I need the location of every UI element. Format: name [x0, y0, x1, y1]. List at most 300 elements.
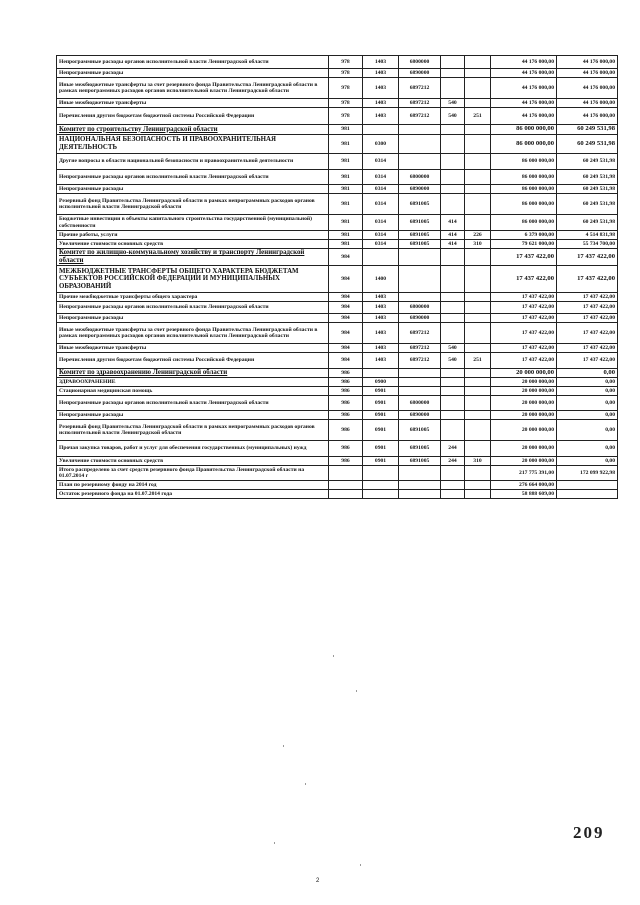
cell-expense-type	[441, 266, 465, 293]
cell-name: Остаток резервного фонда на 01.07.2014 года	[57, 490, 329, 499]
cell-planned-amount: 17 437 422,00	[491, 293, 557, 302]
cell-section-code: 0314	[363, 185, 399, 194]
scan-speck	[333, 655, 334, 657]
cell-target-article: 6891005	[399, 215, 441, 231]
cell-actual-amount: 0,00	[557, 457, 618, 466]
cell-name: Перечисления другим бюджетам бюджетной системы Российской Федерации	[57, 108, 329, 125]
cell-section-code	[363, 369, 399, 378]
cell-planned-amount: 6 379 000,00	[491, 231, 557, 240]
cell-admin-code: 984	[329, 323, 363, 344]
cell-section-code: 1400	[363, 266, 399, 293]
cell-name: Резервный фонд Правительства Ленинградской области в рамках непрограммных расходов органов исполнительной власти Ленинградской области	[57, 420, 329, 441]
cell-expense-type: 244	[441, 457, 465, 466]
cell-admin-code: 978	[329, 78, 363, 99]
cell-expense-type: 540	[441, 344, 465, 353]
cell-kosgu	[465, 56, 491, 69]
cell-name: Комитет по строительству Ленинградской области	[57, 125, 329, 135]
cell-name: Перечисления другим бюджетам бюджетной системы Российской Федерации	[57, 353, 329, 369]
cell-planned-amount: 17 437 422,00	[491, 266, 557, 293]
cell-actual-amount: 0,00	[557, 378, 618, 387]
cell-section-code	[363, 490, 399, 499]
cell-target-article	[399, 490, 441, 499]
cell-expense-type: 414	[441, 215, 465, 231]
table-row	[57, 314, 618, 323]
cell-kosgu	[465, 466, 491, 481]
cell-target-article: 6897212	[399, 344, 441, 353]
reserve-fund-table	[56, 55, 618, 499]
cell-expense-type: 540	[441, 353, 465, 369]
cell-kosgu	[465, 387, 491, 396]
cell-target-article: 6890000	[399, 314, 441, 323]
table-row	[57, 420, 618, 441]
cell-actual-amount: 0,00	[557, 411, 618, 420]
cell-kosgu	[465, 323, 491, 344]
cell-expense-type	[441, 387, 465, 396]
cell-planned-amount: 17 437 422,00	[491, 249, 557, 266]
cell-target-article	[399, 125, 441, 135]
cell-planned-amount: 86 000 000,00	[491, 170, 557, 185]
cell-admin-code: 978	[329, 69, 363, 78]
cell-kosgu: 251	[465, 353, 491, 369]
cell-actual-amount: 4 514 831,98	[557, 231, 618, 240]
scan-speck	[283, 745, 284, 747]
cell-expense-type	[441, 411, 465, 420]
cell-kosgu	[465, 194, 491, 215]
cell-kosgu	[465, 125, 491, 135]
cell-name: Прочие работы, услуги	[57, 231, 329, 240]
cell-admin-code: 981	[329, 154, 363, 170]
cell-name: Резервный фонд Правительства Ленинградской области в рамках непрограммных расходов органов исполнительной власти Ленинградской области	[57, 194, 329, 215]
cell-target-article: 6891005	[399, 231, 441, 240]
cell-name: Прочие межбюджетные трансферты общего характера	[57, 293, 329, 302]
scan-speck	[356, 690, 357, 692]
cell-kosgu	[465, 78, 491, 99]
cell-target-article: 6800000	[399, 302, 441, 314]
cell-planned-amount: 20 000 000,00	[491, 420, 557, 441]
cell-actual-amount: 55 734 700,00	[557, 240, 618, 249]
cell-planned-amount: 44 176 000,00	[491, 78, 557, 99]
cell-target-article: 6891005	[399, 240, 441, 249]
cell-admin-code: 984	[329, 314, 363, 323]
cell-actual-amount: 60 249 531,98	[557, 185, 618, 194]
cell-target-article	[399, 378, 441, 387]
cell-name: Другие вопросы в области национальной безопасности и правоохранительной деятельности	[57, 154, 329, 170]
table-row	[57, 99, 618, 108]
cell-section-code: 1403	[363, 56, 399, 69]
cell-name: План по резервному фонду на 2014 год	[57, 481, 329, 490]
cell-actual-amount	[557, 481, 618, 490]
cell-planned-amount: 17 437 422,00	[491, 344, 557, 353]
cell-actual-amount: 17 437 422,00	[557, 302, 618, 314]
cell-actual-amount: 60 249 531,98	[557, 135, 618, 154]
table-row	[57, 194, 618, 215]
cell-name: МЕЖБЮДЖЕТНЫЕ ТРАНСФЕРТЫ ОБЩЕГО ХАРАКТЕРА БЮДЖЕТАМ СУБЪЕКТОВ РОССИЙСКОЙ ФЕДЕРАЦИИ И МУНИЦИПАЛЬНЫХ ОБРАЗОВАНИЙ	[57, 266, 329, 293]
cell-section-code: 1403	[363, 323, 399, 344]
cell-name: Непрограммные расходы	[57, 69, 329, 78]
cell-planned-amount: 44 176 000,00	[491, 69, 557, 78]
cell-section-code: 0314	[363, 170, 399, 185]
cell-target-article: 6891005	[399, 420, 441, 441]
cell-kosgu: 226	[465, 231, 491, 240]
cell-actual-amount: 17 437 422,00	[557, 344, 618, 353]
cell-section-code: 1403	[363, 78, 399, 99]
cell-admin-code: 986	[329, 457, 363, 466]
table-row	[57, 185, 618, 194]
table-row	[57, 135, 618, 154]
cell-kosgu	[465, 215, 491, 231]
cell-kosgu	[465, 69, 491, 78]
cell-expense-type	[441, 378, 465, 387]
cell-planned-amount: 20 000 000,00	[491, 369, 557, 378]
cell-kosgu	[465, 411, 491, 420]
cell-actual-amount: 60 249 531,98	[557, 194, 618, 215]
cell-expense-type	[441, 293, 465, 302]
cell-expense-type	[441, 135, 465, 154]
cell-planned-amount: 17 437 422,00	[491, 353, 557, 369]
cell-admin-code: 986	[329, 396, 363, 411]
cell-kosgu	[465, 249, 491, 266]
cell-planned-amount: 86 000 000,00	[491, 135, 557, 154]
cell-kosgu	[465, 344, 491, 353]
cell-target-article	[399, 135, 441, 154]
cell-admin-code: 981	[329, 170, 363, 185]
cell-section-code: 1403	[363, 314, 399, 323]
cell-admin-code: 978	[329, 56, 363, 69]
cell-name: Увеличение стоимости основных средств	[57, 457, 329, 466]
cell-kosgu	[465, 154, 491, 170]
cell-kosgu	[465, 490, 491, 499]
cell-planned-amount: 20 000 000,00	[491, 441, 557, 457]
cell-planned-amount: 44 176 000,00	[491, 99, 557, 108]
cell-name: Комитет по здравоохранению Ленинградской области	[57, 369, 329, 378]
cell-kosgu: 310	[465, 240, 491, 249]
cell-expense-type: 540	[441, 108, 465, 125]
cell-planned-amount: 86 000 000,00	[491, 215, 557, 231]
cell-section-code: 1403	[363, 293, 399, 302]
cell-planned-amount: 20 000 000,00	[491, 378, 557, 387]
cell-kosgu	[465, 396, 491, 411]
budget-table-sheet	[56, 55, 617, 499]
cell-expense-type	[441, 78, 465, 99]
cell-actual-amount: 0,00	[557, 420, 618, 441]
cell-actual-amount: 0,00	[557, 396, 618, 411]
cell-section-code: 0901	[363, 457, 399, 466]
cell-name: Прочая закупка товаров, работ и услуг для обеспечения государственных (муниципальных) нужд	[57, 441, 329, 457]
table-row	[57, 249, 618, 266]
cell-name: НАЦИОНАЛЬНАЯ БЕЗОПАСНОСТЬ И ПРАВООХРАНИТЕЛЬНАЯ ДЕЯТЕЛЬНОСТЬ	[57, 135, 329, 154]
cell-target-article: 6890000	[399, 185, 441, 194]
cell-admin-code: 984	[329, 302, 363, 314]
table-row	[57, 231, 618, 240]
cell-expense-type	[441, 125, 465, 135]
table-row	[57, 69, 618, 78]
table-row	[57, 215, 618, 231]
cell-section-code: 1403	[363, 344, 399, 353]
cell-planned-amount: 79 621 000,00	[491, 240, 557, 249]
cell-name: Непрограммные расходы органов исполнительной власти Ленинградской области	[57, 302, 329, 314]
cell-actual-amount: 0,00	[557, 387, 618, 396]
cell-expense-type	[441, 194, 465, 215]
cell-actual-amount: 44 176 000,00	[557, 56, 618, 69]
cell-name: Непрограммные расходы органов исполнительной власти Ленинградской области	[57, 396, 329, 411]
cell-section-code: 1403	[363, 69, 399, 78]
cell-planned-amount: 217 775 391,00	[491, 466, 557, 481]
cell-actual-amount	[557, 490, 618, 499]
cell-admin-code: 981	[329, 125, 363, 135]
cell-name: Иные межбюджетные трансферты	[57, 99, 329, 108]
cell-section-code	[363, 125, 399, 135]
cell-expense-type	[441, 490, 465, 499]
cell-name: Иные межбюджетные трансферты за счет резервного фонда Правительства Ленинградской области в рамках непрограммных расходов органов исполнительной власти Ленинградской области	[57, 323, 329, 344]
cell-section-code: 1403	[363, 108, 399, 125]
cell-kosgu	[465, 420, 491, 441]
cell-section-code: 0900	[363, 378, 399, 387]
cell-section-code: 0901	[363, 387, 399, 396]
table-row	[57, 125, 618, 135]
cell-planned-amount: 86 000 000,00	[491, 185, 557, 194]
table-row	[57, 490, 618, 499]
cell-admin-code: 981	[329, 135, 363, 154]
cell-kosgu	[465, 293, 491, 302]
footer-page-number: 2	[316, 878, 320, 884]
cell-expense-type	[441, 481, 465, 490]
cell-kosgu	[465, 170, 491, 185]
cell-name: Итого распределено за счет средств резервного фонда Правительства Ленинградской области на 01.07.2014 г	[57, 466, 329, 481]
cell-expense-type	[441, 302, 465, 314]
cell-admin-code: 986	[329, 420, 363, 441]
cell-section-code: 0314	[363, 215, 399, 231]
cell-target-article	[399, 293, 441, 302]
cell-expense-type	[441, 314, 465, 323]
cell-expense-type	[441, 249, 465, 266]
cell-target-article: 6890000	[399, 411, 441, 420]
cell-kosgu	[465, 99, 491, 108]
cell-actual-amount: 60 249 531,98	[557, 125, 618, 135]
cell-planned-amount: 86 000 000,00	[491, 125, 557, 135]
cell-expense-type	[441, 396, 465, 411]
cell-expense-type	[441, 69, 465, 78]
cell-name: Непрограммные расходы	[57, 411, 329, 420]
cell-admin-code: 978	[329, 108, 363, 125]
table-row	[57, 441, 618, 457]
cell-actual-amount: 44 176 000,00	[557, 99, 618, 108]
cell-actual-amount: 17 437 422,00	[557, 323, 618, 344]
table-row	[57, 369, 618, 378]
cell-target-article	[399, 154, 441, 170]
cell-actual-amount: 17 437 422,00	[557, 249, 618, 266]
cell-admin-code	[329, 490, 363, 499]
cell-kosgu: 310	[465, 457, 491, 466]
cell-admin-code: 981	[329, 194, 363, 215]
cell-target-article: 6890000	[399, 69, 441, 78]
cell-admin-code: 986	[329, 369, 363, 378]
cell-expense-type: 244	[441, 441, 465, 457]
table-row	[57, 323, 618, 344]
cell-admin-code: 984	[329, 353, 363, 369]
cell-expense-type	[441, 420, 465, 441]
scan-speck	[274, 842, 275, 844]
cell-actual-amount: 0,00	[557, 441, 618, 457]
cell-name: Непрограммные расходы органов исполнительной власти Ленинградской области	[57, 170, 329, 185]
table-row	[57, 396, 618, 411]
cell-admin-code: 986	[329, 378, 363, 387]
handwritten-page-number: 209	[573, 823, 605, 842]
cell-admin-code: 984	[329, 249, 363, 266]
cell-admin-code: 978	[329, 99, 363, 108]
cell-planned-amount: 86 000 000,00	[491, 154, 557, 170]
table-row	[57, 302, 618, 314]
cell-target-article: 6897212	[399, 108, 441, 125]
cell-admin-code: 984	[329, 266, 363, 293]
scan-speck	[360, 864, 361, 866]
cell-expense-type	[441, 466, 465, 481]
cell-actual-amount: 172 099 922,98	[557, 466, 618, 481]
cell-actual-amount: 0,00	[557, 369, 618, 378]
table-row	[57, 344, 618, 353]
cell-kosgu	[465, 441, 491, 457]
cell-planned-amount: 44 176 000,00	[491, 108, 557, 125]
cell-target-article: 6897212	[399, 99, 441, 108]
cell-target-article	[399, 369, 441, 378]
cell-admin-code: 986	[329, 441, 363, 457]
cell-actual-amount: 44 176 000,00	[557, 108, 618, 125]
cell-section-code	[363, 249, 399, 266]
cell-section-code: 0901	[363, 396, 399, 411]
cell-target-article: 6891005	[399, 457, 441, 466]
cell-admin-code: 981	[329, 215, 363, 231]
cell-kosgu	[465, 314, 491, 323]
cell-expense-type	[441, 56, 465, 69]
cell-actual-amount: 44 176 000,00	[557, 78, 618, 99]
cell-target-article: 6891005	[399, 441, 441, 457]
cell-section-code: 0314	[363, 194, 399, 215]
cell-kosgu	[465, 302, 491, 314]
cell-name: Непрограммные расходы	[57, 185, 329, 194]
cell-expense-type	[441, 170, 465, 185]
cell-target-article: 6897212	[399, 323, 441, 344]
cell-target-article: 6800000	[399, 56, 441, 69]
cell-actual-amount: 17 437 422,00	[557, 266, 618, 293]
cell-name: Непрограммные расходы органов исполнительной власти Ленинградской области	[57, 56, 329, 69]
table-row	[57, 56, 618, 69]
cell-section-code: 0901	[363, 411, 399, 420]
cell-target-article	[399, 387, 441, 396]
cell-kosgu	[465, 266, 491, 293]
table-row	[57, 154, 618, 170]
cell-expense-type	[441, 154, 465, 170]
cell-admin-code	[329, 481, 363, 490]
cell-target-article	[399, 481, 441, 490]
cell-kosgu	[465, 481, 491, 490]
table-row	[57, 78, 618, 99]
cell-section-code: 0901	[363, 441, 399, 457]
cell-name: Комитет по жилищно-коммунальному хозяйству и транспорту Ленинградской области	[57, 249, 329, 266]
cell-planned-amount: 17 437 422,00	[491, 323, 557, 344]
cell-target-article: 6891005	[399, 194, 441, 215]
cell-actual-amount: 60 249 531,98	[557, 154, 618, 170]
cell-kosgu	[465, 378, 491, 387]
cell-section-code: 0314	[363, 231, 399, 240]
cell-expense-type: 414	[441, 240, 465, 249]
cell-admin-code: 981	[329, 231, 363, 240]
cell-admin-code: 981	[329, 185, 363, 194]
cell-planned-amount: 58 888 609,00	[491, 490, 557, 499]
cell-admin-code	[329, 466, 363, 481]
cell-planned-amount: 276 664 000,00	[491, 481, 557, 490]
cell-section-code: 0314	[363, 154, 399, 170]
cell-planned-amount: 20 000 000,00	[491, 457, 557, 466]
cell-admin-code: 984	[329, 293, 363, 302]
cell-section-code: 0901	[363, 420, 399, 441]
table-row	[57, 108, 618, 125]
cell-name: Стационарная медицинская помощь	[57, 387, 329, 396]
cell-name: Увеличение стоимости основных средств	[57, 240, 329, 249]
cell-name: Непрограммные расходы	[57, 314, 329, 323]
table-row	[57, 293, 618, 302]
table-row	[57, 378, 618, 387]
table-row	[57, 481, 618, 490]
cell-expense-type	[441, 185, 465, 194]
cell-actual-amount: 44 176 000,00	[557, 69, 618, 78]
table-row	[57, 457, 618, 466]
cell-target-article	[399, 266, 441, 293]
cell-target-article: 6800000	[399, 396, 441, 411]
cell-expense-type	[441, 369, 465, 378]
cell-planned-amount: 20 000 000,00	[491, 411, 557, 420]
cell-actual-amount: 17 437 422,00	[557, 353, 618, 369]
cell-planned-amount: 86 000 000,00	[491, 194, 557, 215]
cell-section-code	[363, 481, 399, 490]
cell-actual-amount: 17 437 422,00	[557, 314, 618, 323]
cell-planned-amount: 17 437 422,00	[491, 302, 557, 314]
table-row	[57, 466, 618, 481]
cell-planned-amount: 20 000 000,00	[491, 387, 557, 396]
cell-kosgu	[465, 135, 491, 154]
cell-kosgu	[465, 369, 491, 378]
cell-section-code: 0300	[363, 135, 399, 154]
cell-expense-type: 540	[441, 99, 465, 108]
cell-expense-type	[441, 323, 465, 344]
table-body	[57, 56, 618, 499]
table-row	[57, 353, 618, 369]
table-row	[57, 387, 618, 396]
cell-target-article: 6800000	[399, 170, 441, 185]
cell-planned-amount: 20 000 000,00	[491, 396, 557, 411]
cell-name: Иные межбюджетные трансферты	[57, 344, 329, 353]
cell-kosgu	[465, 185, 491, 194]
cell-admin-code: 981	[329, 240, 363, 249]
cell-planned-amount: 44 176 000,00	[491, 56, 557, 69]
cell-admin-code: 986	[329, 411, 363, 420]
cell-actual-amount: 17 437 422,00	[557, 293, 618, 302]
cell-target-article	[399, 249, 441, 266]
cell-target-article: 6897212	[399, 78, 441, 99]
table-row	[57, 170, 618, 185]
cell-admin-code: 986	[329, 387, 363, 396]
cell-expense-type: 414	[441, 231, 465, 240]
cell-admin-code: 984	[329, 344, 363, 353]
cell-section-code	[363, 466, 399, 481]
cell-section-code: 1403	[363, 302, 399, 314]
cell-actual-amount: 60 249 531,98	[557, 215, 618, 231]
cell-section-code: 1403	[363, 99, 399, 108]
cell-name: ЗДРАВООХРАНЕНИЕ	[57, 378, 329, 387]
cell-name: Бюджетные инвестиции в объекты капитального строительства государственной (муниципальной) собственности	[57, 215, 329, 231]
cell-section-code: 0314	[363, 240, 399, 249]
scan-speck	[305, 783, 306, 785]
cell-target-article	[399, 466, 441, 481]
cell-section-code: 1403	[363, 353, 399, 369]
